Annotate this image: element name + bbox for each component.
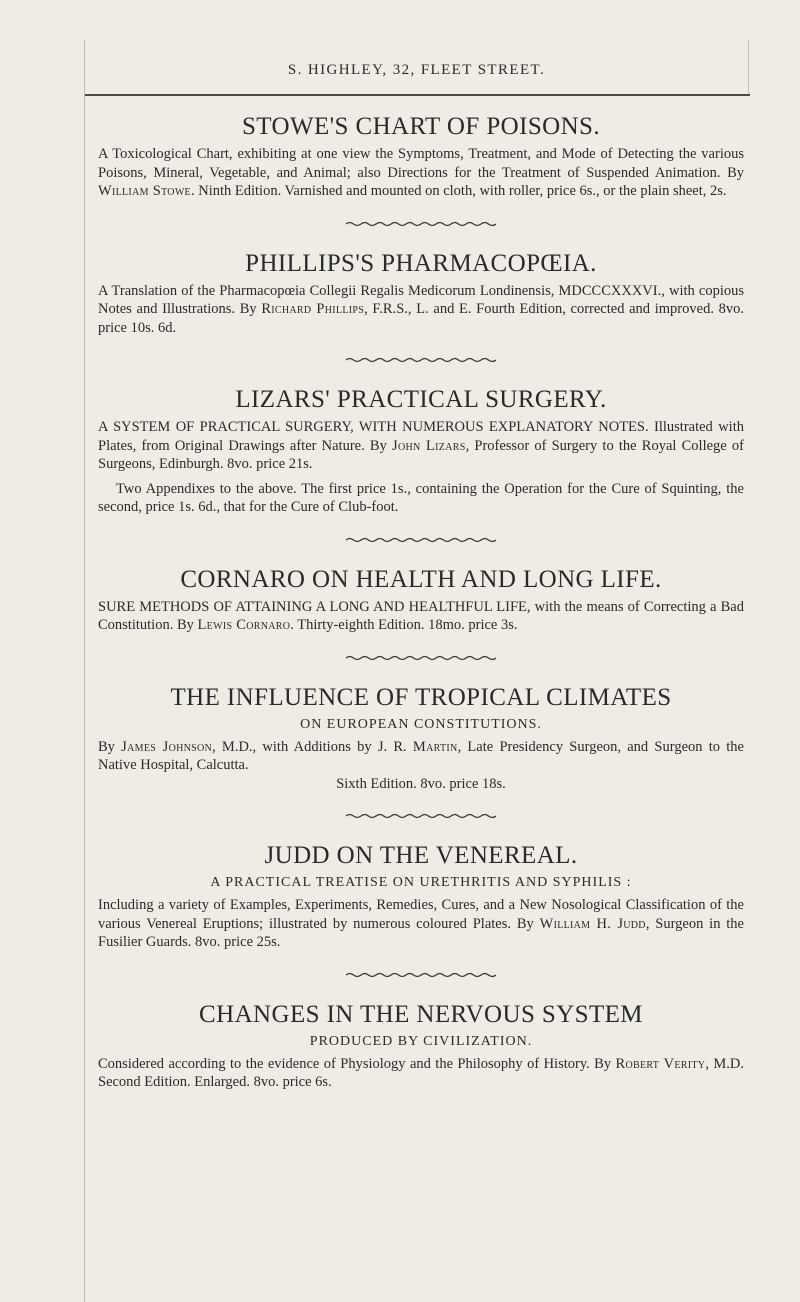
wavy-divider-ornament (346, 972, 496, 978)
author-name: Lewis Cornaro (197, 617, 291, 633)
author-name: Martin (412, 738, 458, 755)
advertisement-list (98, 112, 744, 1092)
entry-title: LIZARS' PRACTICAL SURGERY. (235, 386, 607, 413)
entry-description: Considered according to the evidence of Physiology and the Philosophy of History. By Robert Verity, M.D. Second Edition. Enlarged. 8vo. price 6s. (98, 1055, 744, 1090)
wavy-divider-ornament (346, 221, 496, 227)
entry-title: CORNARO ON HEALTH AND LONG LIFE. (180, 565, 662, 593)
book-entry-verity (98, 1000, 744, 1092)
author-name: John Lizars (392, 437, 466, 454)
entry-title: CHANGES IN THE NERVOUS SYSTEM (199, 1000, 643, 1028)
page-frame-line (748, 40, 749, 96)
author-name: Richard Phillips (261, 301, 365, 317)
author-name: William Stowe (98, 183, 191, 199)
entry-description: A SYSTEM OF PRACTICAL SURGERY, WITH NUMEROUS EXPLANATORY NOTES. Illustrated with Plates, from Original Drawings after Nature. By John Lizars, Professor of Surgery to the Royal College of Surgeons, Edinburgh. 8vo. price 21s. (98, 419, 744, 472)
entry-subtitle: PRODUCED BY CIVILIZATION. (309, 1033, 533, 1049)
book-entry-cornaro (98, 565, 744, 635)
running-head: S. HIGHLEY, 32, FLEET STREET. (287, 62, 546, 78)
book-entry-phillips (98, 249, 744, 338)
author-name: James Johnson (121, 738, 213, 755)
entry-title: JUDD ON THE VENEREAL. (264, 842, 578, 869)
entry-title: STOWE'S CHART OF POISONS. (242, 113, 600, 140)
page-frame-line (84, 92, 85, 1302)
wavy-divider-ornament (346, 813, 496, 819)
author-name: William H. Judd (539, 915, 646, 932)
entry-title: THE INFLUENCE OF TROPICAL CLIMATES (170, 683, 672, 711)
entry-subtitle: A PRACTICAL TREATISE ON URETHRITIS AND SYPHILIS : (210, 875, 632, 890)
header-rule (85, 94, 750, 96)
author-name: Robert Verity (615, 1055, 706, 1072)
book-entry-judd (98, 841, 744, 952)
book-entry-tropical-climates (98, 683, 744, 794)
entry-edition: Sixth Edition. 8vo. price 18s. (336, 775, 506, 792)
entry-description: A Translation of the Pharmacopœia Collegii Regalis Medicorum Londinensis, MDCCCXXXVI., with copious Notes and Illustrations. By Richard Phillips, F.R.S., L. and E. Fourth Edition, corrected and improved. 8vo. price 10s. 6d. (98, 282, 744, 336)
entry-note: Two Appendixes to the above. The first price 1s., containing the Operation for the Cure of Squinting, the second, price 1s. 6d., that for the Cure of Club-foot. (98, 480, 744, 515)
wavy-divider-ornament (346, 655, 496, 661)
entry-description: SURE METHODS OF ATTAINING A LONG AND HEALTHFUL LIFE, with the means of Correcting a Bad Constitution. By Lewis Cornaro. Thirty-eighth Edition. 18mo. price 3s. (98, 598, 744, 633)
entry-subtitle: ON EUROPEAN CONSTITUTIONS. (300, 716, 542, 732)
wavy-divider-ornament (346, 537, 496, 543)
entry-title: PHILLIPS'S PHARMACOPŒIA. (245, 249, 597, 277)
entry-description: By James Johnson, M.D., with Additions by J. R. Martin, Late Presidency Surgeon, and Surgeon to the Native Hospital, Calcutta. (98, 738, 744, 773)
wavy-divider-ornament (346, 357, 496, 363)
entry-description: A Toxicological Chart, exhibiting at one view the Symptoms, Treatment, and Mode of Detecting the various Poisons, Mineral, Vegetable, and Animal; also Directions for the Treatment of Suspended Animation. By William Stowe. Ninth Edition. Varnished and mounted on cloth, with roller, price 6s., or the plain sheet, 2s. (98, 146, 744, 199)
book-entry-lizars (98, 385, 744, 517)
book-entry-stowe (98, 112, 744, 201)
entry-description: Including a variety of Examples, Experiments, Remedies, Cures, and a New Nosological Classification of the various Venereal Eruptions; illustrated by numerous coloured Plates. By William H. Judd, Surgeon in the Fusilier Guards. 8vo. price 25s. (98, 897, 744, 950)
